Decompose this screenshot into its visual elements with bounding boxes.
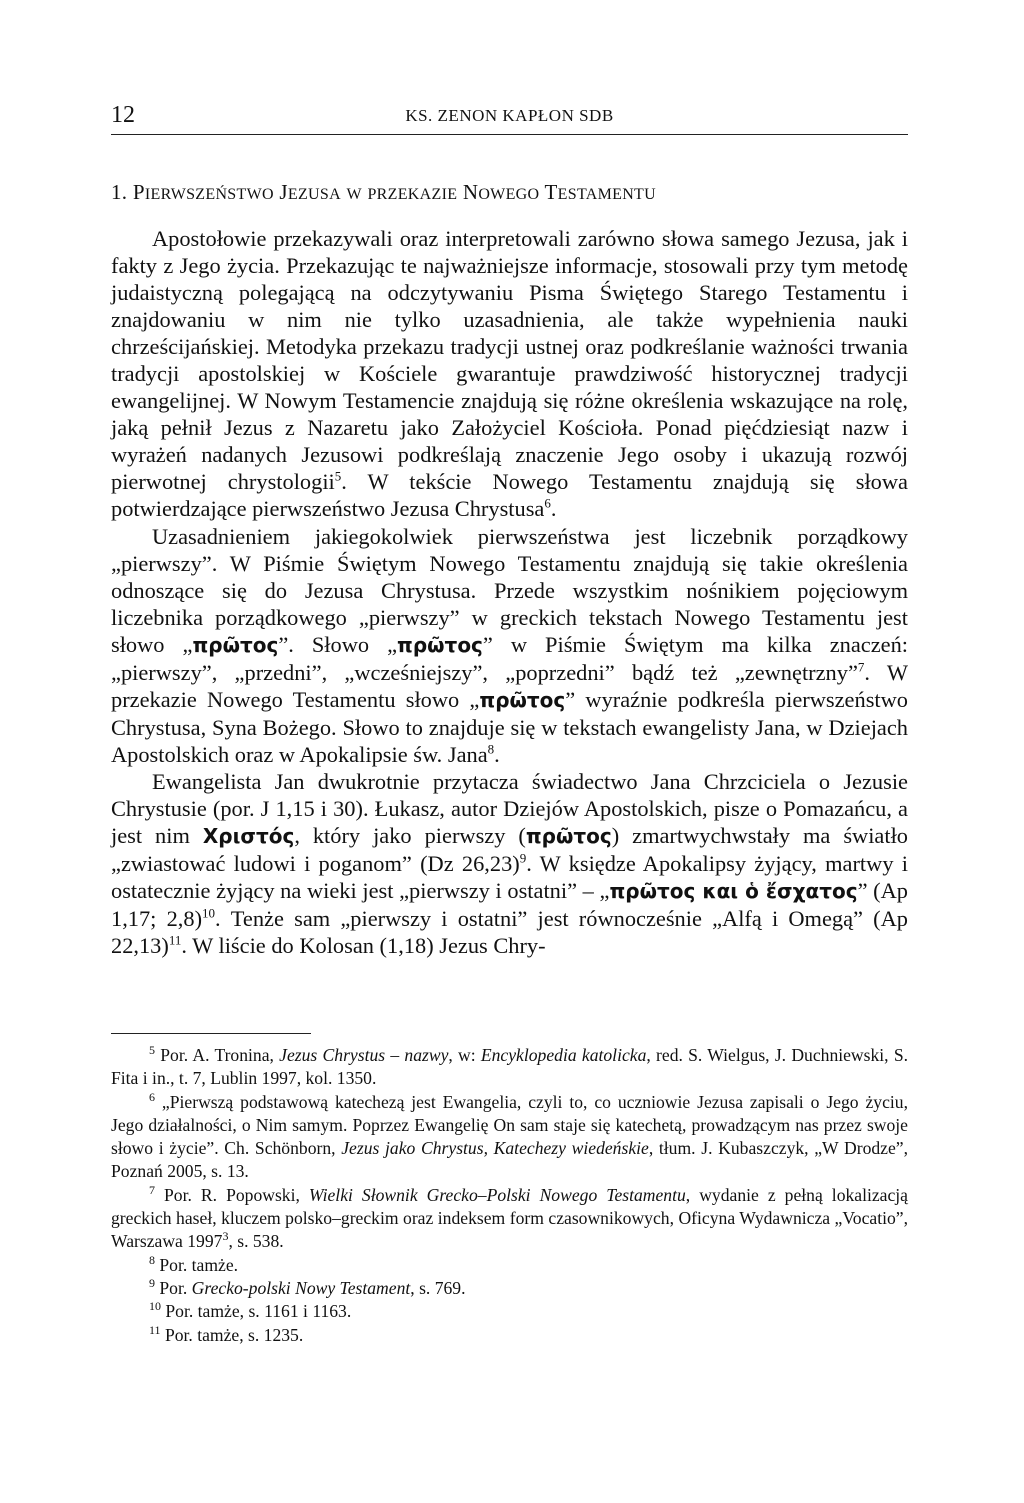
footnote [111, 1254, 908, 1277]
text-run: ” (Ap 1,17; 2,8) [111, 878, 909, 932]
footnote-reference: 10 [149, 1299, 161, 1314]
text-run: „Pierwszą podstawową katechezą jest Ewangelia, czyli to, co uczniowie Jezusa zapisali o Jego życiu, Jego działalności, o Nim samym. Poprzez Ewangelię On sam staje się katechetą, prowadzącym nas przez swoje słowo i życie”. Ch. Schönborn, [111, 1091, 908, 1159]
text-run: Por. tamże. [155, 1254, 239, 1275]
greek-term: πρῶτος [397, 632, 483, 657]
text-run: . [494, 741, 500, 767]
text-run: Por. tamże, s. 1235. [160, 1324, 304, 1345]
footnote-reference: 5 [149, 1043, 155, 1058]
italic-title: Jezus jako Chrystus, Katechezy wiedeńskie [341, 1138, 649, 1159]
footnote-reference: 8 [487, 741, 495, 757]
text-run: , wydanie z pełną lokalizacją greckich haseł, kluczem polsko–greckim oraz indeksem form czasownikowych, Oficyna Wydawnicza „Vocatio”, Warszawa 1997 [111, 1184, 908, 1252]
footnote-reference: 6 [149, 1089, 155, 1104]
footnote-reference: 7 [857, 659, 865, 675]
text-run: Por. tamże, s. 1161 i 1163. [161, 1301, 352, 1322]
italic-title: Grecko-polski Nowy Testament [191, 1277, 411, 1298]
text-run: ”. Słowo „ [278, 631, 398, 657]
text-run: Por. [155, 1277, 192, 1298]
running-head: KS. ZENON KAPŁON SDB [405, 106, 614, 125]
footnote-reference: 11 [149, 1322, 161, 1337]
footnote [111, 1044, 908, 1091]
italic-title: Jezus Chrystus – nazwy [279, 1045, 449, 1065]
footnote-reference: 10 [202, 905, 216, 921]
text-run: . W tekście Nowego Testamentu znajdują się słowa potwierdzające pierwszeństwo Jezusa Chrystusa [111, 469, 908, 522]
footnote-reference: 8 [149, 1252, 155, 1267]
footnote [111, 1091, 908, 1184]
footnote [111, 1277, 908, 1300]
text-run: ” w Piśmie Świętym ma kilka znaczeń: „pierwszy”, „przedni”, „wcześniejszy”, „poprzedni” bądź też „zewnętrzny” [111, 631, 909, 685]
text-run: , s. 538. [228, 1231, 284, 1252]
footnotes [111, 1044, 908, 1347]
text-run: , w: [448, 1045, 481, 1065]
text-run: . W liście do Kolosan (1,18) Jezus Chry- [181, 933, 546, 959]
text-run: Ewangelista Jan dwukrotnie przytacza świadectwo Jana Chrzciciela o Jezusie Chrystusie (por. J 1,15 i 30). Łukasz, autor Dziejów Apostolskich, pisze o Pomazańcu, a jest nim [111, 768, 908, 849]
greek-term: Χριστός [202, 824, 295, 849]
italic-title: Wielki Słownik Grecko–Polski Nowego Testamentu [308, 1184, 686, 1205]
text-run: . W przekazie Nowego Testamentu słowo „ [111, 659, 908, 712]
greek-term: πρῶτος [525, 824, 612, 849]
section-title: PIERWSZEŃSTWO JEZUSA W PRZEKAZIE NOWEGO TESTAMENTU [132, 180, 656, 204]
greek-term: πρῶτος και ὁ ἔσχατος [609, 879, 858, 904]
footnote-divider [111, 1033, 311, 1034]
main-text [111, 225, 908, 959]
footnote-reference: 3 [222, 1229, 229, 1244]
text-run: Apostołowie przekazywali oraz interpretowali zarówno słowa samego Jezusa, jak i fakty z Jego życia. Przekazując te najważniejsze informacje, stosowali przy tym metodę judaistyczną polegającą na odczytywaniu Pisma Świętego Starego Testamentu i znajdowaniu w nim nie tylko uzasadnienia, ale także wypełnienia nauki chrześcijańskiej. Metodyka przekazu tradycji ustnej oraz podkreślanie ważności trwania tradycji apostolskiej w Kościele gwarantuje prawdziwość historycznej tradycji ewangelijnej. W Nowym Testamencie znajdują się różne określenia wskazujące na rolę, jaką pełnił Jezus z Nazaretu jako Założyciel Kościoła. Ponad pięćdziesiąt nazw i wyrażeń nadanych Jezusowi podkreślają znaczenie Jego osoby i ukazują rozwój pierwotnej chrystologii [111, 226, 908, 495]
text-run: , s. 769. [410, 1277, 466, 1298]
text-run: ” wyraźnie podkreśla pierwszeństwo Chrystusa, Syna Bożego. Słowo to znajduje się w tekstach ewangelisty Jana, w Dziejach Apostolskich oraz w Apokalipsie św. Jana [111, 686, 908, 767]
body-paragraph [111, 225, 908, 523]
text-run: ) zmartwychwstały ma światło „zwiastować ludowi i poganom” (Dz 26,23) [111, 823, 908, 877]
page-number: 12 [111, 102, 135, 128]
page-header [111, 100, 908, 135]
footnote [111, 1324, 908, 1347]
footnote-reference: 9 [519, 850, 527, 866]
text-run: , tłum. J. Kubaszczyk, „W Drodze”, Poznań 2005, s. 13. [111, 1138, 909, 1182]
text-run: , red. S. Wielgus, J. Duchniewski, S. Fita i in., t. 7, Lublin 1997, kol. 1350. [111, 1045, 909, 1089]
italic-title: Encyklopedia katolicka [480, 1045, 647, 1065]
text-run: . W księdze Apokalipsy żyjący, martwy i ostatecznie żyjący na wieki jest „pierwszy i ostatni” – „ [111, 851, 908, 904]
text-run: . [550, 496, 557, 522]
text-run: , który jako pierwszy ( [294, 823, 526, 849]
footnote [111, 1184, 908, 1254]
footnote-reference: 9 [149, 1276, 155, 1291]
footnote-reference: 5 [334, 468, 342, 484]
footnote-reference: 11 [168, 932, 182, 948]
section-number: 1. [111, 180, 128, 204]
greek-term: πρῶτος [479, 687, 566, 712]
footnote-reference: 7 [149, 1182, 155, 1197]
body-paragraph [111, 768, 908, 959]
body-paragraph [111, 523, 908, 768]
text-run: Por. R. Popowski, [155, 1184, 309, 1205]
text-run: . Tenże sam „pierwszy i ostatni” jest równocześnie „Alfą i Omegą” (Ap 22,13) [111, 906, 908, 959]
footnote-reference: 6 [544, 496, 551, 511]
section-heading [111, 180, 908, 205]
text-run: Por. A. Tronina, [155, 1045, 280, 1065]
text-run: Uzasadnieniem jakiegokolwiek pierwszeństwa jest liczebnik porządkowy „pierwszy”. W Piśmie Świętym Nowego Testamentu znajdują się takie określenia odnoszące się do Jezusa Chrystusa. Przede wszystkim nośnikiem pojęciowym liczebnika porządkowego „pierwszy” w greckich tekstach Nowego Testamentu jest słowo „ [111, 523, 908, 657]
greek-term: πρῶτος [192, 632, 279, 657]
footnote [111, 1300, 908, 1323]
